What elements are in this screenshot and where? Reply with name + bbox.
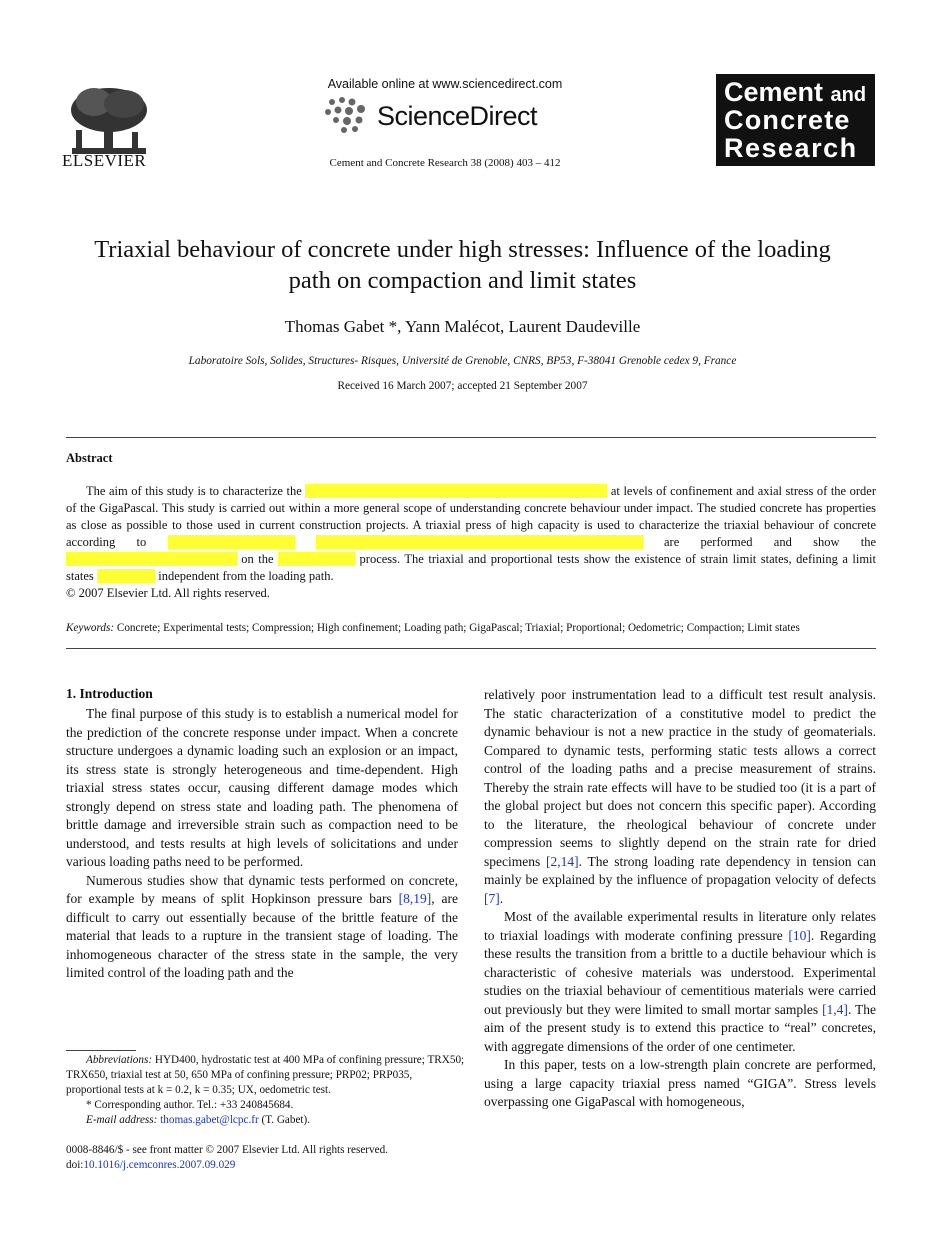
journal-logo-and: and	[830, 84, 867, 106]
redaction-highlight: xxxxxxxxxxxxxxxxxxxxxxxxxxxxxxxxxxxxxxxxxxxxxxxx	[306, 484, 607, 498]
paragraph-text: .	[499, 890, 504, 906]
paragraph: In this paper, tests on a low-strength plain concrete are performed, using a large capacity triaxial press named “GIGA”. Stress levels overpassing one GigaPascal with homogeneous,	[484, 1057, 876, 1109]
paragraph-text: , are difficult to carry out essentially because of the brittle feature of the material that leads to a rupture in the transient stage of loading. The inhomogeneous character of the stress state in the sample, the very limited control of the loading path and the	[66, 891, 459, 980]
divider-bottom	[66, 648, 876, 649]
journal-logo	[716, 74, 875, 166]
paragraph-text: . The aim of the present study is to extend this practice to “real” concretes, with aggregate dimensions of the order of one centimeter.	[484, 1001, 877, 1054]
footnote-divider	[66, 1050, 136, 1051]
paragraph	[484, 686, 876, 908]
keywords-label: Keywords:	[66, 622, 115, 634]
paragraph-text: Most of the available experimental results in literature only relates to triaxial loadings with moderate confining pressure	[484, 909, 876, 943]
email-after: (T. Gabet).	[261, 1114, 311, 1126]
abstract-text-e: process. The triaxial and proportional tests show the existence of strain limit states, defining a limit states	[66, 552, 876, 583]
affiliation: Laboratoire Sols, Solides, Structures- Risques, Université de Grenoble, CNRS, BP53, F-38041 Grenoble cedex 9, France	[188, 355, 737, 367]
redaction-highlight: xxxxxxxxxxxxxxxxxxxx	[168, 535, 294, 549]
paragraph	[66, 872, 458, 983]
redaction-highlight: xxxxxxxxxxxxxxxxxxxxxxxxxxx	[67, 552, 236, 566]
doi-link[interactable]: 10.1016/j.cemconres.2007.09.029	[83, 1159, 236, 1171]
authors: Thomas Gabet *, Yann Malécot, Laurent Daudeville	[284, 317, 641, 336]
issn-line: 0008-8846/$ - see front matter © 2007 Elsevier Ltd. All rights reserved.	[66, 1144, 388, 1156]
article-title	[60, 234, 865, 296]
received-dates: Received 16 March 2007; accepted 21 September 2007	[337, 380, 588, 392]
paragraph-text: . The strong loading rate dependency in tension can mainly be explained by the influence of propagation velocity of defects	[484, 853, 877, 887]
abbreviations-label: Abbreviations:	[86, 1054, 153, 1066]
journal-logo-line2: Concrete	[724, 105, 851, 135]
citation-link[interactable]: [1,4]	[822, 1001, 848, 1017]
body-column-right	[484, 686, 876, 1112]
abstract-heading: Abstract	[66, 451, 113, 465]
abstract-text-a: The aim of this study is to characterize the	[86, 484, 302, 498]
redaction-highlight: xxxxxxxxxxxx	[279, 552, 355, 566]
keywords-text: Concrete; Experimental tests; Compression; High confinement; Loading path; GigaPascal; Triaxial; Proportional; Oedometric; Compaction; Limit states	[116, 622, 800, 634]
journal-reference: Cement and Concrete Research 38 (2008) 403 – 412	[329, 157, 561, 169]
corresponding-footnote: * Corresponding author. Tel.: +33 240845684.	[86, 1099, 294, 1111]
footnotes	[66, 1053, 466, 1128]
doi-line	[66, 1158, 388, 1173]
abstract-text-b: at levels of confinement and axial stress of the order of the GigaPascal. This study is carried out within a more general scope of understanding concrete behaviour under impact. The studied concrete has properties as close as possible to those used in current construction projects. A triaxial press of high capacity is used to characterize the triaxial behaviour of concrete according to	[66, 484, 876, 549]
email-link[interactable]: thomas.gabet@lcpc.fr	[160, 1114, 259, 1126]
redaction-highlight: xxxxxxxxx	[97, 569, 155, 583]
title-line-1: Triaxial behaviour of concrete under high stresses: Influence of the loading	[94, 236, 831, 263]
doi-label: doi:	[66, 1159, 84, 1171]
issn-doi	[66, 1143, 388, 1173]
paragraph: The final purpose of this study is to establish a numerical model for the prediction of the concrete response under impact. When a concrete structure undergoes a dynamic loading such an explosion or an impact, its stress state is strongly heterogeneous and time-dependent. High triaxial stress states occur, causing different damage modes which strongly depend on stress state and loading path. The phenomena of brittle damage and irreversible strain such as compaction need to be understood, and tests results at high levels of solicitations and under various loading paths need to be performed.	[66, 706, 458, 869]
keywords	[66, 622, 878, 634]
title-line-2: path on compaction and limit states	[288, 267, 637, 294]
journal-logo-line3: Research	[724, 133, 858, 163]
abbreviations-text: HYD400, hydrostatic test at 400 MPa of confining pressure; TRX50; TRX650, triaxial test at 50, 650 MPa of confining pressure; PRP02; PRP035, proportional tests at k = 0.2, k = 0.35; UX, oedometric test.	[66, 1054, 465, 1096]
section-heading: 1. Introduction	[66, 686, 153, 701]
citation-link[interactable]: [2,14]	[546, 853, 579, 869]
journal-logo-line1: Cement	[724, 77, 824, 107]
paragraph-text: relatively poor instrumentation lead to a difficult test result analysis. The static characterization of a constitutive model to predict the dynamic behaviour is not a new practice in the study of geomaterials. Compared to dynamic tests, performing static tests allows a correct control of the loading paths and a precise measurement of strains. Thereby the strain rate effects will have to be studied too (it is a part of the global project but does not concern this specific paper). According to the literature, the rheological behaviour of concrete under compression seems to slightly depend on the strain rate for dried specimens	[484, 687, 876, 869]
available-online-text[interactable]: Available online at www.sciencedirect.com	[327, 77, 563, 91]
citation-link[interactable]: [10]	[788, 927, 811, 943]
email-label: E-mail address:	[86, 1114, 158, 1126]
divider-top	[66, 437, 876, 438]
paragraph-text: Numerous studies show that dynamic tests performed on concrete, for example by means of split Hopkinson pressure bars	[66, 872, 458, 906]
publisher-name: ELSEVIER	[62, 151, 147, 170]
copyright: © 2007 Elsevier Ltd. All rights reserved.	[66, 586, 270, 600]
abstract-text-c: are performed and show the	[664, 535, 877, 549]
abstract-body	[66, 483, 876, 585]
body-column-left	[66, 705, 458, 983]
redaction-highlight: xxxxxxxxxxxxxxxxxxxxxxxxxxxxxxxxxxxxxxxxxxxxxxxxxxxx	[316, 535, 642, 549]
paragraph-text: . Regarding these results the transition from a brittle to a ductile behaviour which is characteristic of cohesive materials was understood. Experimental studies on the triaxial behaviour of cementitious materials were carried out previously but they were limited to small mortar samples	[484, 927, 876, 1017]
abstract-text-f: independent from the loading path.	[158, 569, 334, 583]
abbreviations-footnote	[66, 1053, 466, 1098]
citation-link[interactable]: [8,19]	[398, 891, 432, 906]
sciencedirect-wordmark: ScienceDirect	[377, 101, 538, 131]
email-footnote	[66, 1113, 466, 1128]
abstract-text-d: on the	[241, 552, 274, 566]
citation-link[interactable]: [7]	[484, 890, 500, 906]
paragraph	[484, 908, 876, 1056]
